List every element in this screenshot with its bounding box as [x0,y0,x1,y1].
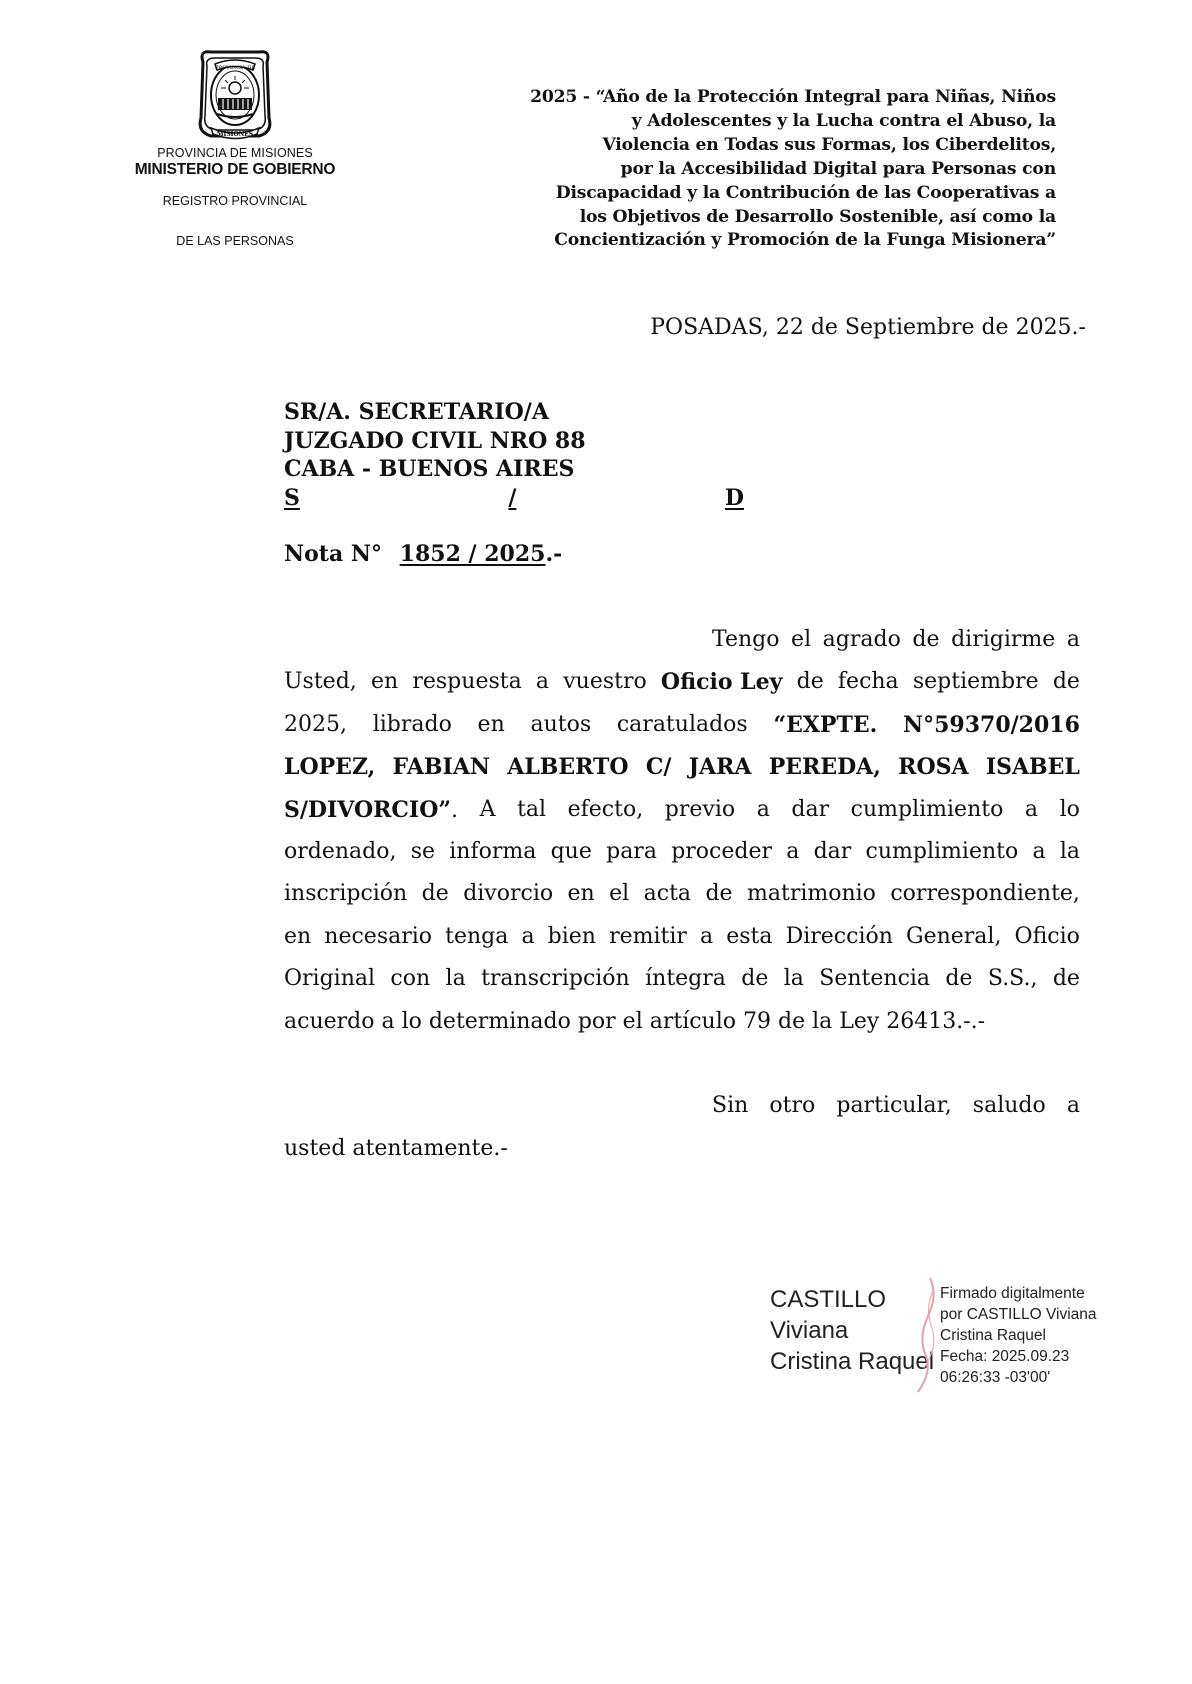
word: dirigirme [951,627,1056,652]
word: FABIAN [392,754,490,781]
word: General, [906,923,1002,949]
body-line [284,831,1080,873]
word: que [550,838,592,864]
registry-name-line2: DE LAS PERSONAS [176,234,294,248]
year-motto [456,86,1056,253]
word: previo [664,796,736,822]
word: inscripción [284,881,408,907]
signature-detail-line: Cristina Raquel [940,1327,1046,1344]
motto-line: los Objetivos de Desarrollo Sostenible, así como la [579,206,1056,227]
word: de [741,966,769,992]
signer-name-line: CASTILLO [770,1286,887,1313]
addressee-location: CABA - BUENOS AIRES [284,456,575,482]
word: en [284,923,312,949]
case-title-end [284,789,458,831]
word: Usted, [284,669,357,695]
sd-slash: / [508,484,517,511]
word: saludo [972,1093,1046,1119]
word: ISABEL [985,754,1080,781]
word: se [410,838,436,864]
word: la [783,966,804,992]
body-line [284,661,1080,703]
closing-line [284,1085,1080,1127]
motto-line: y Adolescentes y la Lucha contra el Abuso, la [631,110,1056,131]
word: respuesta [412,669,522,695]
word: a [786,838,800,864]
word: dar [813,838,852,864]
word: en [567,881,595,907]
word: Sin [712,1093,749,1119]
word: matrimonio [747,881,876,907]
ministry-name: MINISTERIO DE GOBIERNO [134,161,336,178]
document-date: POSADAS, 22 de Septiembre de 2025.- [650,315,1086,340]
word: la [445,966,466,992]
word: vuestro [563,669,647,695]
word: a [1032,838,1046,864]
note-suffix: .- [545,541,563,567]
letter-body [284,619,1080,1170]
word: a [521,923,535,949]
word: 2025, [284,711,347,737]
word: acta [643,881,692,907]
word: en [477,711,505,737]
word: cumplimiento [865,838,1019,864]
word: de [912,627,940,652]
word: caratulados [616,711,748,737]
word: Dirección [785,923,893,949]
body-line [284,873,1080,915]
closing-line: usted atentamente.- [284,1135,508,1161]
body-line: acuerdo a lo determinado por el artículo 79 de la Ley 26413.-.- [284,1008,986,1034]
addressee-sd-line [284,484,744,513]
word: correspondiente, [890,881,1080,907]
word: transcripción [481,966,630,992]
signature-detail-line: 06:26:33 -03'00' [940,1369,1051,1386]
body-line [284,619,1080,661]
institution-logo-block [100,48,370,249]
signature-detail-line: Firmado digitalmente [940,1285,1085,1302]
word: agrado [822,627,901,652]
oficio-ley-text: Oficio Ley [660,669,783,696]
word: LOPEZ, [284,754,376,781]
word: dar [791,796,830,822]
body-line [284,958,1080,1000]
divorcio-text: S/DIVORCIO” [284,796,452,823]
provincial-seal-icon [185,48,285,144]
word: de [945,966,973,992]
word: cumplimiento [850,796,1004,822]
word: de [1052,669,1080,695]
body-line [284,704,1080,746]
word: en [370,669,399,695]
word: de [705,881,733,907]
word: remitir [609,923,687,949]
signer-name-line: Cristina Raquel [770,1348,935,1375]
word: efecto, [567,796,644,822]
note-number: 1852 / 2025 [399,541,546,567]
body-line [284,916,1080,958]
word: C/ [645,754,672,781]
word: tal [517,796,547,822]
sd-d: D [724,484,744,511]
word: para [606,838,657,864]
word: a [535,669,550,695]
motto-line: 2025 - “Año de la Protección Integral para Niñas, Niños [530,87,1056,107]
word: S.S., [987,966,1038,992]
word: ordenado, [284,838,397,864]
word: A [479,796,496,822]
seal-top-text: PROVINCIA DE [215,65,255,71]
word: de [421,881,449,907]
word: tenga [445,923,509,949]
word: con [390,966,431,992]
word: a [700,923,714,949]
word: septiembre [912,669,1039,695]
body-line [284,789,1080,831]
word: PEREDA, [768,754,881,781]
word: “EXPTE. [773,711,878,738]
word: a [1024,796,1039,822]
word: librado [372,711,452,737]
word: proceder [671,838,772,864]
signature-detail-line: Fecha: 2025.09.23 [940,1348,1070,1365]
motto-line: Discapacidad y la Contribución de las Cooperativas a [555,182,1056,203]
word: la [1059,838,1080,864]
word: el [791,627,812,652]
word: lo [1059,796,1080,822]
addressee-block [284,398,744,512]
word: a [1066,627,1080,652]
word: JARA [688,754,752,781]
word: Original [284,966,376,992]
registry-name-line1: REGISTRO PROVINCIAL [162,194,308,208]
sd-s: S [284,484,300,511]
digital-signature-details [940,1283,1097,1388]
addressee-title: SR/A. SECRETARIO/A [284,399,549,425]
word: íntegra [645,966,726,992]
word: otro [769,1093,816,1119]
note-number-line [284,540,562,568]
digital-signature-mark-icon [908,1276,940,1394]
case-title-line [284,746,1080,788]
word: Oficio [1014,923,1080,949]
word: a [1066,1093,1080,1119]
motto-line: Violencia en Todas sus Formas, los Ciberdelitos, [602,134,1056,155]
province-name: PROVINCIA DE MISIONES [157,146,313,160]
note-label: Nota N° [284,541,382,567]
word: necesario [324,923,433,949]
word: divorcio [463,881,554,907]
seal-bottom-text: MISIONES [216,131,254,138]
signature-detail-line: por CASTILLO Viviana [940,1306,1097,1323]
word: bien [547,923,596,949]
word: N°59370/2016 [903,711,1080,738]
word: ROSA [898,754,969,781]
period-text: . [451,797,459,823]
word: Sentencia [819,966,931,992]
word: autos [530,711,592,737]
word: el [609,881,630,907]
word: fecha [837,669,899,695]
word: de [1052,966,1080,992]
word: ALBERTO [507,754,629,781]
word: a [756,796,770,822]
word: Tengo [712,627,780,652]
signer-name-line: Viviana [770,1317,849,1344]
motto-line: por la Accesibilidad Digital para Personas con [620,158,1056,179]
word: esta [726,923,773,949]
word: informa [449,838,537,864]
motto-line: Concientización y Promoción de la Funga Misionera” [554,230,1056,251]
addressee-court: JUZGADO CIVIL NRO 88 [284,427,586,454]
word: de [796,669,824,695]
word: particular, [836,1093,952,1119]
